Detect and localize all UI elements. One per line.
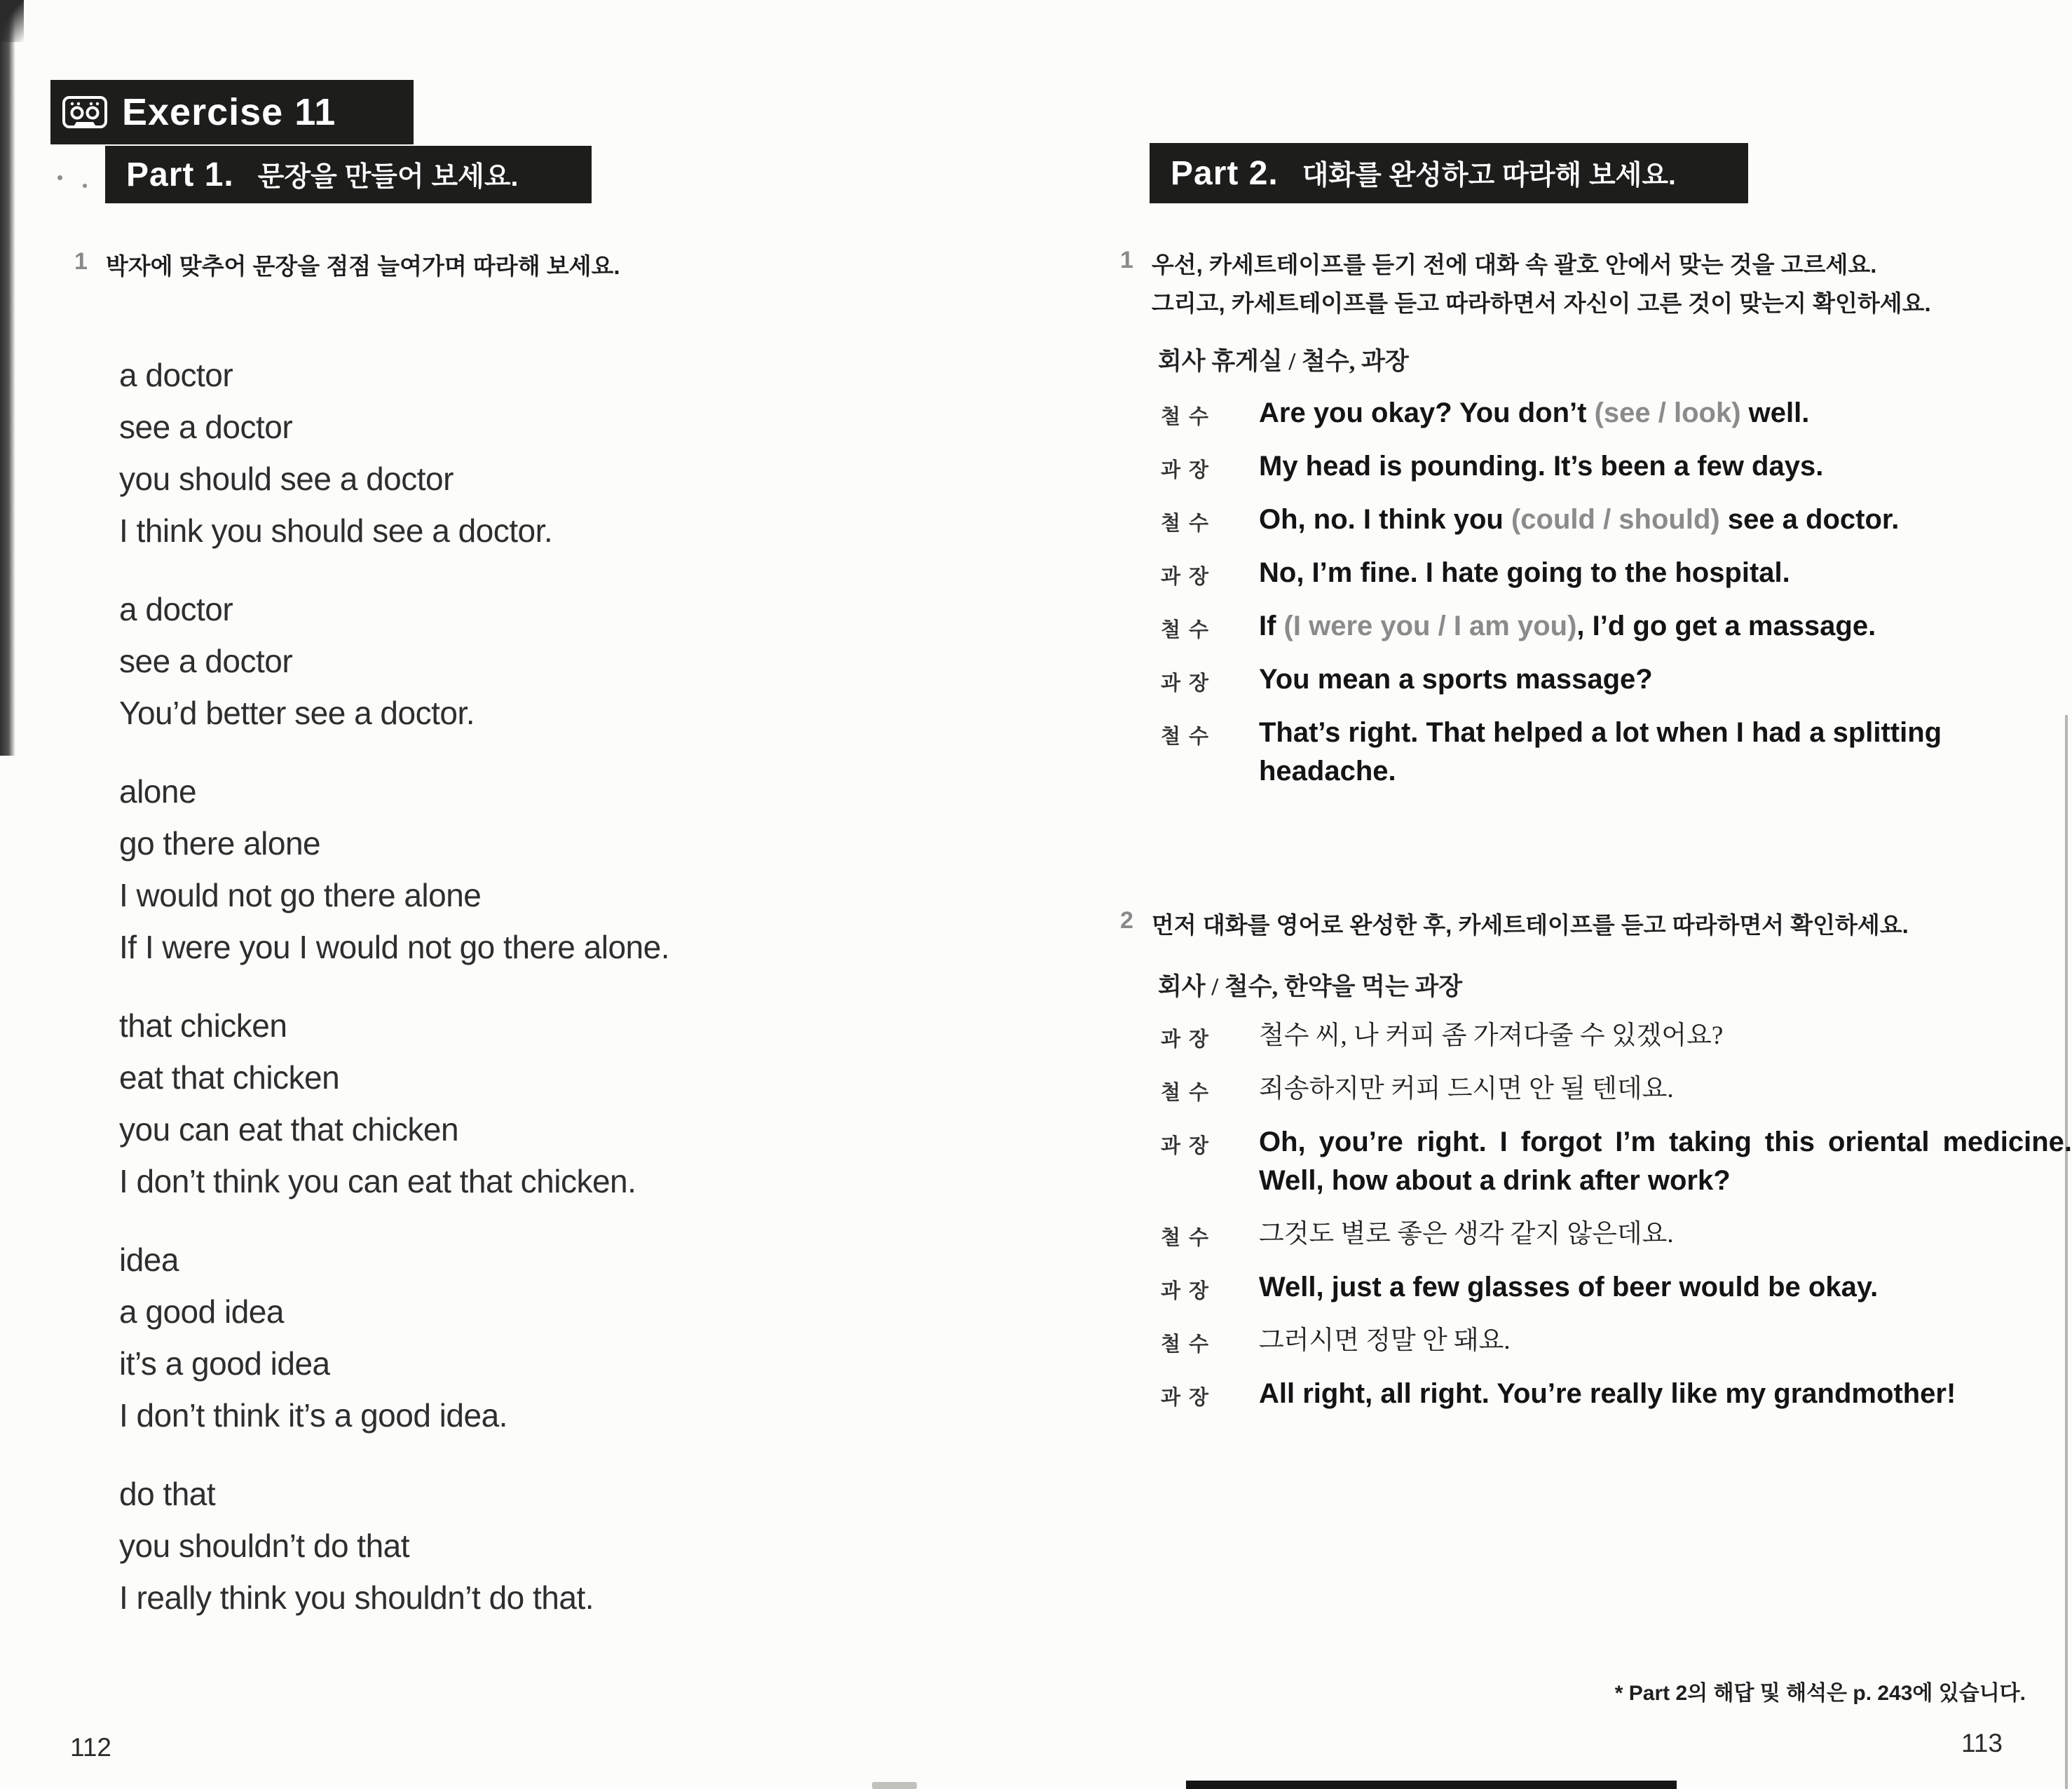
dialogue-line <box>1161 554 2072 592</box>
dialogue-line <box>1161 660 2072 699</box>
dialogue-text: If (I were you / I am you), I’d go get a massage. <box>1259 611 1876 641</box>
dialogue-line <box>1161 447 2072 486</box>
part2-header <box>1150 143 1748 203</box>
sentence-line: you should see a doctor <box>119 461 454 497</box>
cassette-icon <box>62 95 108 129</box>
sentence-line: I think you should see a doctor. <box>119 512 553 549</box>
speaker-label: 철수 <box>1161 619 1218 641</box>
dialogue-line <box>1161 1070 2072 1108</box>
part2-label: Part 2. <box>1171 154 1279 192</box>
task-instruction-line: 그리고, 카세트테이프를 듣고 따라하면서 자신이 고른 것이 맞는지 확인하세요. <box>1151 290 1931 316</box>
part1-instruction: 문장을 만들어 보세요. <box>257 162 519 192</box>
task-instruction: 박자에 맞추어 문장을 점점 늘여가며 따라해 보세요. <box>105 253 620 279</box>
speaker-label: 철수 <box>1161 726 1218 748</box>
dialogue-1 <box>1161 394 2072 805</box>
speaker-label: 과장 <box>1161 566 1218 588</box>
task-number: 1 <box>74 248 88 275</box>
dialogue-line <box>1161 501 2072 539</box>
dialogue-text: That’s right. That helped a lot when I had a splitting headache. <box>1259 717 1942 787</box>
sentence-line: a doctor <box>119 357 233 393</box>
sentence-group <box>119 766 669 973</box>
dialogue-line <box>1161 714 2072 791</box>
choice-text: (could / should) <box>1511 504 1720 535</box>
dialogue-line <box>1161 1268 2072 1307</box>
exercise-header <box>50 80 414 144</box>
sentence-line: I don’t think you can eat that chicken. <box>119 1163 636 1199</box>
speaker-label: 철수 <box>1161 1227 1218 1249</box>
sentence-group <box>119 583 669 739</box>
sentence-line: I really think you shouldn’t do that. <box>119 1579 594 1616</box>
dialogue-line <box>1161 1375 2072 1413</box>
speaker-label: 철수 <box>1161 512 1218 535</box>
sentence-line: If I were you I would not go there alone. <box>119 929 669 965</box>
dialogue-2 <box>1161 1016 2072 1428</box>
sentence-line: You’d better see a doctor. <box>119 695 475 731</box>
speaker-label: 철수 <box>1161 1333 1218 1356</box>
dialogue-text: 그러시면 정말 안 돼요. <box>1259 1326 1511 1355</box>
dialogue-text: 철수 씨, 나 커피 좀 가져다줄 수 있겠어요? <box>1259 1021 1724 1050</box>
task-number: 2 <box>1120 907 1133 934</box>
sentence-line: I don’t think it’s a good idea. <box>119 1397 507 1434</box>
scan-speck <box>57 175 62 180</box>
dialogue-text: Oh, you’re right. I forgot I’m taking this oriental medicine. Well, how about a drink after work? <box>1259 1127 2072 1196</box>
scene-setting: 회사 휴게실 / 철수, 과장 <box>1158 348 1409 375</box>
sentence-line: see a doctor <box>119 409 293 445</box>
dialogue-line <box>1161 607 2072 646</box>
sentence-line: a doctor <box>119 591 233 627</box>
dialogue-line <box>1161 1321 2072 1360</box>
speaker-label: 과장 <box>1161 1280 1218 1302</box>
speaker-label: 과장 <box>1161 1028 1218 1051</box>
dialogue-line <box>1161 1215 2072 1253</box>
sentence-line: I would not go there alone <box>119 877 482 913</box>
dialogue-text: Oh, no. I think you (could / should) see a doctor. <box>1259 504 1900 535</box>
dialogue-text: My head is pounding. It’s been a few days. <box>1259 451 1824 482</box>
sentence-line: a good idea <box>119 1293 284 1330</box>
scene-setting: 회사 / 철수, 한약을 먹는 과장 <box>1158 973 1463 1000</box>
choice-text: (I were you / I am you) <box>1283 611 1577 641</box>
speaker-label: 과장 <box>1161 459 1218 482</box>
sentence-line: you shouldn’t do that <box>119 1528 410 1564</box>
sentence-line: alone <box>119 773 197 810</box>
part2-instruction: 대화를 완성하고 따라해 보세요. <box>1302 161 1676 191</box>
dialogue-text: Are you okay? You don’t (see / look) well. <box>1259 397 1810 428</box>
sentence-group <box>119 1000 669 1207</box>
page-number-right: 113 <box>1961 1729 2003 1757</box>
footnote: * Part 2의 해답 및 해석은 p. 243에 있습니다. <box>1614 1682 2026 1705</box>
speaker-label: 과장 <box>1161 1135 1218 1157</box>
exercise-title: Exercise 11 <box>122 91 336 133</box>
dialogue-line <box>1161 394 2072 433</box>
dialogue-text: 죄송하지만 커피 드시면 안 될 텐데요. <box>1259 1075 1674 1103</box>
speaker-label: 철수 <box>1161 406 1218 428</box>
speaker-label: 과장 <box>1161 1387 1218 1409</box>
choice-text: (see / look) <box>1594 397 1741 428</box>
part1-task <box>74 247 620 285</box>
speaker-label: 과장 <box>1161 672 1218 695</box>
dialogue-line <box>1161 1016 2072 1055</box>
scan-speck <box>83 184 87 188</box>
task-instruction-line: 우선, 카세트테이프를 듣기 전에 대화 속 괄호 안에서 맞는 것을 고르세요. <box>1151 252 1877 278</box>
dialogue-text: 그것도 별로 좋은 생각 같지 않은데요. <box>1259 1220 1674 1249</box>
part2-task1 <box>1120 245 1931 322</box>
sentence-line: that chicken <box>119 1007 287 1044</box>
sentence-line: you can eat that chicken <box>119 1111 459 1148</box>
sentence-line: do that <box>119 1476 216 1512</box>
task-instruction: 먼저 대화를 영어로 완성한 후, 카세트테이프를 듣고 따라하면서 확인하세요. <box>1151 912 1909 938</box>
sentence-group <box>119 1468 669 1624</box>
scan-artifact-smudge <box>872 1782 917 1789</box>
dialogue-text: No, I’m fine. I hate going to the hospital. <box>1259 557 1790 588</box>
dialogue-line <box>1161 1123 2072 1200</box>
part1-label: Part 1. <box>126 156 234 193</box>
sentence-groups <box>119 349 669 1650</box>
speaker-label: 철수 <box>1161 1082 1218 1104</box>
dialogue-text: All right, all right. You’re really like my grandmother! <box>1259 1378 1956 1409</box>
dialogue-text: Well, just a few glasses of beer would be okay. <box>1259 1272 1879 1302</box>
page-number-left: 112 <box>70 1733 111 1762</box>
sentence-line: it’s a good idea <box>119 1345 330 1382</box>
scan-artifact-left-edge <box>0 0 15 756</box>
sentence-line: idea <box>119 1242 179 1278</box>
sentence-group <box>119 1234 669 1441</box>
part2-task2 <box>1120 906 1909 944</box>
dialogue-text: You mean a sports massage? <box>1259 664 1653 695</box>
sentence-group <box>119 349 669 557</box>
scan-artifact-bottom-bar <box>1186 1781 1677 1789</box>
part1-header <box>105 146 592 203</box>
task-number: 1 <box>1120 247 1133 273</box>
sentence-line: go there alone <box>119 825 321 862</box>
sentence-line: eat that chicken <box>119 1059 340 1096</box>
sentence-line: see a doctor <box>119 643 293 679</box>
